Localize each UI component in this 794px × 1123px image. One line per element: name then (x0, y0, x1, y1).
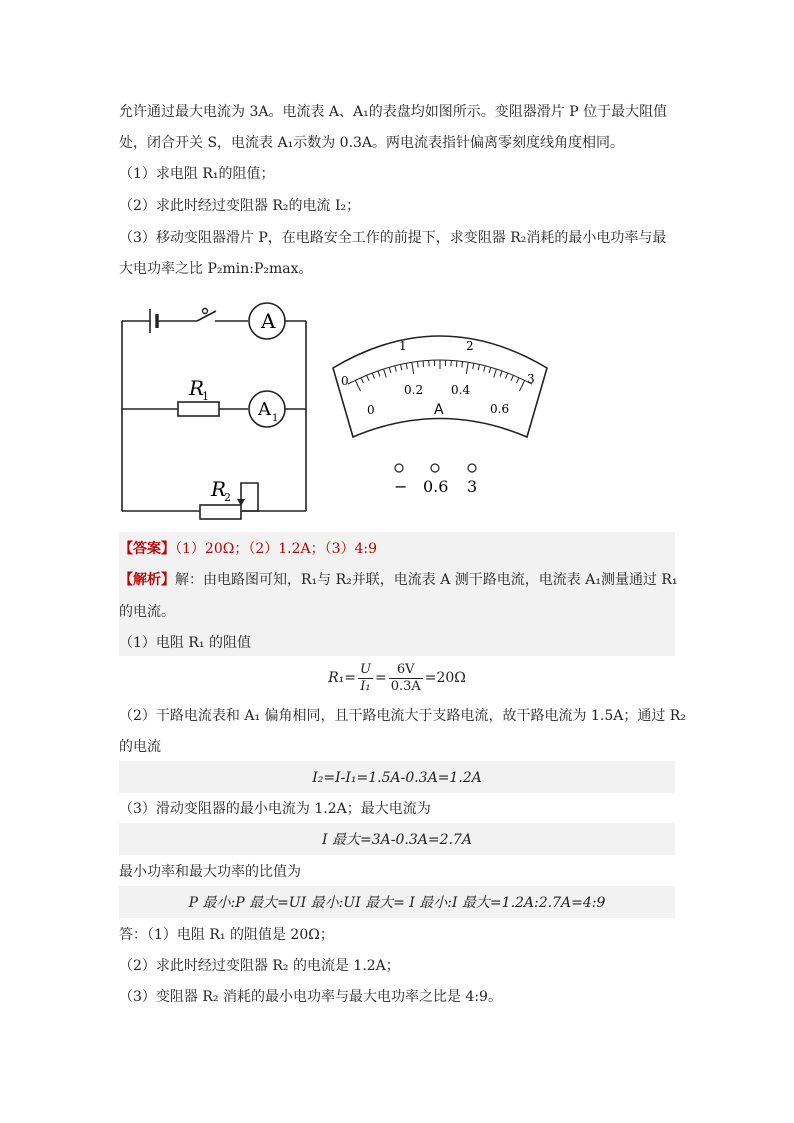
conclusion-1: 答：（1）电阻 R₁ 的阻值是 20Ω； (119, 927, 334, 943)
terminal-label-3: 3 (467, 477, 478, 496)
top-scale-3: 3 (527, 372, 535, 386)
analysis-line-1 (119, 570, 679, 590)
top-scale-2: 2 (466, 339, 474, 353)
terminal-0.6[interactable] (431, 464, 439, 472)
question-3-line-1: （3）移动变阻器滑片 P，在电路安全工作的前提下，求变阻器 R₂消耗的最小电功率与最 (119, 230, 667, 246)
dial-tick (412, 362, 414, 374)
dial-tick (489, 367, 491, 373)
dial-tick (456, 361, 457, 367)
terminal-label-0.6: 0.6 (423, 477, 449, 496)
step-2-line-2: 的电流 (119, 739, 161, 755)
formula-lhs: R₁= (328, 670, 356, 686)
dial-tick (389, 367, 391, 373)
circuit-diagram (115, 300, 315, 525)
r2-label: R (211, 477, 227, 501)
meter-ticks (355, 360, 524, 391)
dial-tick (478, 364, 479, 370)
dial-tick (378, 371, 380, 377)
question-2: （2）求此时经过变阻器 R₂的电流 I₂； (119, 198, 361, 214)
dial-tick (372, 373, 374, 379)
ammeter-branch-subscript: 1 (272, 413, 279, 424)
ammeter-dial (328, 322, 553, 502)
r1-label: R (189, 376, 205, 400)
step-1-title: （1）电阻 R₁ 的阻值 (119, 635, 251, 651)
fraction-values-numerator: 6V (389, 662, 423, 679)
dial-tick (361, 378, 363, 383)
conclusion-3: （3）变阻器 R₂ 消耗的最小电功率与最大电功率之比是 4:9。 (119, 989, 502, 1005)
terminal-3[interactable] (468, 464, 476, 472)
dial-tick (395, 366, 396, 372)
dial-tick (506, 373, 508, 379)
dial-tick (367, 375, 369, 381)
dial-tick (494, 369, 497, 378)
bottom-scale-0.2: 0.2 (404, 383, 424, 397)
ammeter-main-label: A (261, 309, 276, 333)
fraction-numerator: U (359, 661, 371, 677)
question-3-line-2: 大电功率之比 P₂min:P₂max。 (119, 261, 313, 277)
dial-tick (462, 361, 463, 367)
terminal-negative[interactable] (395, 464, 403, 472)
meter-unit: A (434, 402, 444, 418)
dial-tick (401, 364, 402, 370)
ratio-formula: P 最小:P 最大=UI 最小:UI 最大= I 最小:I 最大=1.2A:2.7A=4:9 (188, 895, 606, 911)
step-3-line-2: 最小功率和最大功率的比值为 (119, 864, 301, 880)
analysis-text-1: 解：由电路图可知，R₁与 R₂并联，电流表 A 测干路电流，电流表 A₁测量通过 R₁ (175, 572, 678, 588)
problem-line-2: 处，闭合开关 S，电流表 A₁示数为 0.3A。两电流表指针偏离零刻度线角度相同。 (119, 135, 625, 151)
dial-tick (355, 380, 360, 391)
formula-result: =20Ω (424, 670, 466, 686)
ammeter-branch-label: A (258, 399, 271, 420)
answer-label: 【答案】 (119, 541, 175, 557)
analysis-line-2: 的电流。 (119, 604, 175, 620)
analysis-label: 【解析】 (119, 572, 175, 588)
dial-tick (484, 366, 485, 372)
dial-tick (384, 369, 387, 378)
step-2-line-1: （2）干路电流表和 A₁ 偏角相同，且干路电流大于支路电流，故干路电流为 1.5A；通过 R₂ (119, 708, 686, 724)
dial-tick (406, 363, 407, 369)
formula-equals: = (374, 670, 387, 686)
top-scale-1: 1 (399, 339, 407, 353)
top-scale-0: 0 (341, 374, 349, 388)
r1-subscript: 1 (202, 390, 209, 403)
dial-tick (423, 361, 424, 367)
question-1: （1）求电阻 R₁的阻值； (119, 166, 275, 182)
step-3-line-1: （3）滑动变阻器的最小电流为 1.2A；最大电流为 (119, 801, 431, 817)
conclusion-2: （2）求此时经过变阻器 R₂ 的电流是 1.2A； (119, 958, 400, 974)
step-3-formula: I 最大=3A-0.3A=2.7A (322, 832, 472, 848)
dial-tick (466, 362, 468, 374)
dial-tick (500, 371, 502, 377)
bottom-scale-0.6: 0.6 (490, 402, 510, 416)
dial-tick (519, 380, 524, 391)
step-2-formula: I₂=I-I₁=1.5A-0.3A=1.2A (312, 770, 482, 786)
fraction-values (389, 662, 423, 695)
r2-subscript: 2 (224, 491, 231, 504)
problem-line-1: 允许通过最大电流为 3A。电流表 A、A₁的表盘均如图所示。变阻器滑片 P 位于最大阻值 (119, 104, 668, 120)
dial-tick (473, 363, 474, 369)
answer-text: （1）20Ω；（2）1.2A；（3）4:9 (175, 541, 378, 557)
dial-tick (417, 361, 418, 367)
dial-tick (517, 378, 519, 383)
step-1-formula (119, 660, 675, 696)
fraction-u-over-i1 (358, 662, 373, 695)
dial-tick (511, 375, 513, 381)
bottom-scale-0: 0 (367, 403, 375, 417)
bottom-scale-0.4: 0.4 (451, 383, 471, 397)
fraction-denominator: I₁ (360, 678, 371, 694)
fraction-values-denominator: 0.3A (390, 678, 421, 694)
answer-line (119, 539, 679, 559)
terminal-label-negative: − (394, 477, 408, 496)
